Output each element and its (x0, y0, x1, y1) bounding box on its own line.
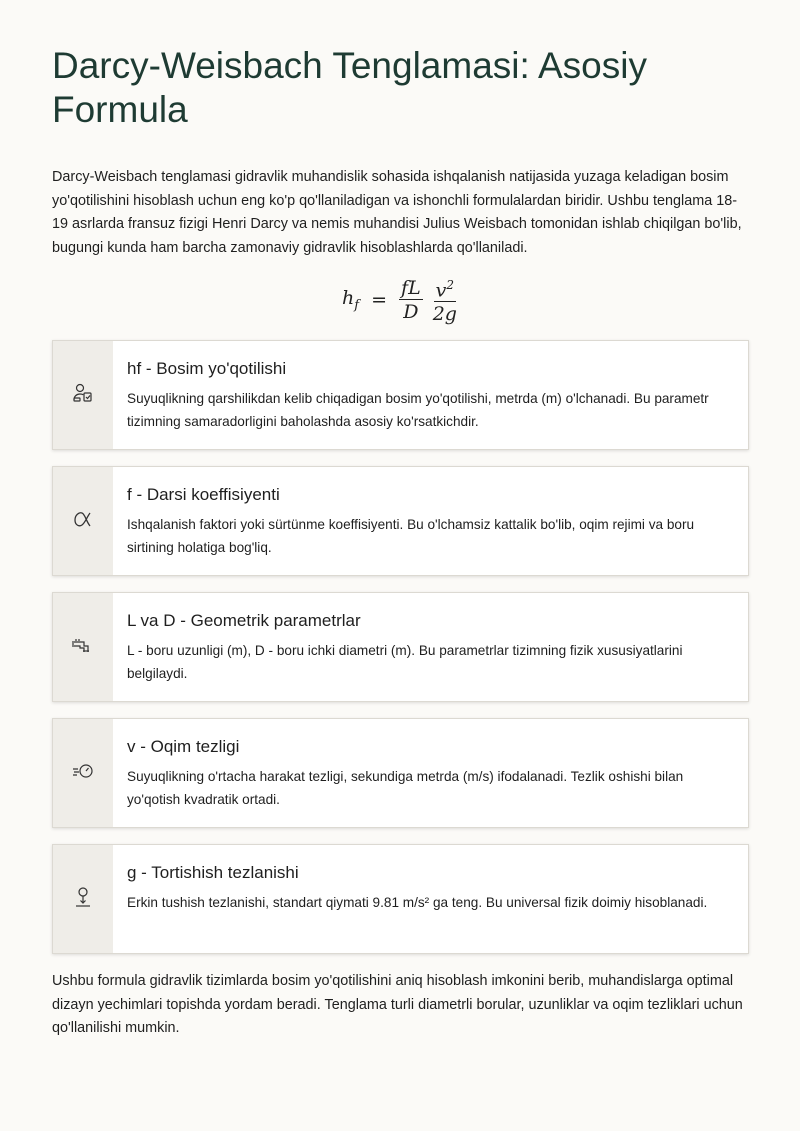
formula-v-exponent: 2 (446, 277, 454, 292)
formula-fraction-2-denominator: 2g (432, 303, 457, 326)
card-icon-column (53, 593, 113, 701)
card-description: Ishqalanish faktori yoki sürtünme koeffisiyenti. Bu o'lchamsiz kattalik bo'lib, oqim rejimi va boru sirtining holatiga bog'liq. (127, 517, 695, 555)
formula-fraction-1-denominator: D (403, 300, 419, 323)
parameter-card-v (52, 718, 749, 828)
parameter-card-g (52, 844, 749, 954)
formula-fraction-v2-2g (431, 274, 459, 326)
card-body (113, 341, 748, 449)
card-description: Suyuqlikning qarshilikdan kelib chiqadigan bosim yo'qotilishi, metrda (m) o'lchanadi. Bu parametr tizimning samaradorligini baholashda asosiy ko'rsatkichdir. (127, 391, 709, 429)
formula-fraction-2-numerator (434, 274, 456, 302)
card-title: hf - Bosim yo'qotilishi (127, 359, 287, 378)
formula-lhs-subscript: f (354, 297, 360, 313)
alpha-icon (71, 507, 95, 536)
parameter-cards (52, 340, 749, 954)
formula-v-symbol: v (435, 279, 447, 302)
card-body (113, 593, 748, 701)
parameter-card-l-d (52, 592, 749, 702)
formula-fraction-1-numerator: fL (401, 276, 421, 299)
speed-gauge-icon (71, 759, 95, 788)
parameter-card-hf (52, 340, 749, 450)
formula-lhs (342, 287, 359, 313)
card-description: Suyuqlikning o'rtacha harakat tezligi, sekundiga metrda (m/s) ifodalanadi. Tezlik oshishi bilan yo'qotish kvadratik ortadi. (127, 769, 684, 807)
outro-paragraph: Ushbu formula gidravlik tizimlarda bosim yo'qotilishini aniq hisoblash imkonini berib, muhandislarga optimal dizayn yechimlari topishda yordam beradi. Tenglama turli diametrli borular, uzunliklar va oqim tezliklari uchun qo'llanilishi mumkin. (52, 973, 743, 1036)
card-icon-column (53, 467, 113, 575)
card-description: Erkin tushish tezlanishi, standart qiymati 9.81 m/s² ga teng. Bu universal fizik doimiy hisoblanadi. (127, 895, 708, 910)
document-page (52, 0, 749, 1041)
intro-paragraph: Darcy-Weisbach tenglamasi gidravlik muhandislik sohasida ishqalanish natijasida yuzaga keladigan bosim yo'qotilishini hisoblash uchun eng ko'p qo'llaniladigan va ishonchli formulalardan biridir. Ushbu tenglama 18-19 asrlarda fransuz fizigi Henri Darcy va nemis muhandisi Julius Weisbach tomonidan ishlab chiqilgan bo'lib, bugungi kunda ham barcha zamonaviy gidravlik hisoblashlarda qo'llaniladi. (52, 169, 742, 256)
person-clipboard-icon (71, 381, 95, 410)
darcy-weisbach-formula (52, 260, 749, 340)
card-title: v - Oqim tezligi (127, 737, 240, 756)
card-title: f - Darsi koeffisiyenti (127, 485, 280, 504)
card-icon-column (53, 845, 113, 953)
card-title: g - Tortishish tezlanishi (127, 863, 299, 882)
card-icon-column (53, 719, 113, 827)
card-icon-column (53, 341, 113, 449)
formula-equals: = (371, 289, 388, 311)
formula-lhs-symbol: h (342, 287, 355, 310)
card-body (113, 719, 748, 827)
card-description: L - boru uzunligi (m), D - boru ichki diametri (m). Bu parametrlar tizimning fizik xususiyatlarini belgilaydi. (127, 643, 683, 681)
card-body (113, 845, 725, 953)
card-body (113, 467, 748, 575)
gravity-pin-icon (71, 885, 95, 914)
card-title: L va D - Geometrik parametrlar (127, 611, 361, 630)
pipe-icon (71, 633, 95, 662)
parameter-card-f (52, 466, 749, 576)
formula-fraction-fl-d (399, 277, 423, 324)
page-title: Darcy-Weisbach Tenglamasi: Asosiy Formula (52, 45, 647, 130)
